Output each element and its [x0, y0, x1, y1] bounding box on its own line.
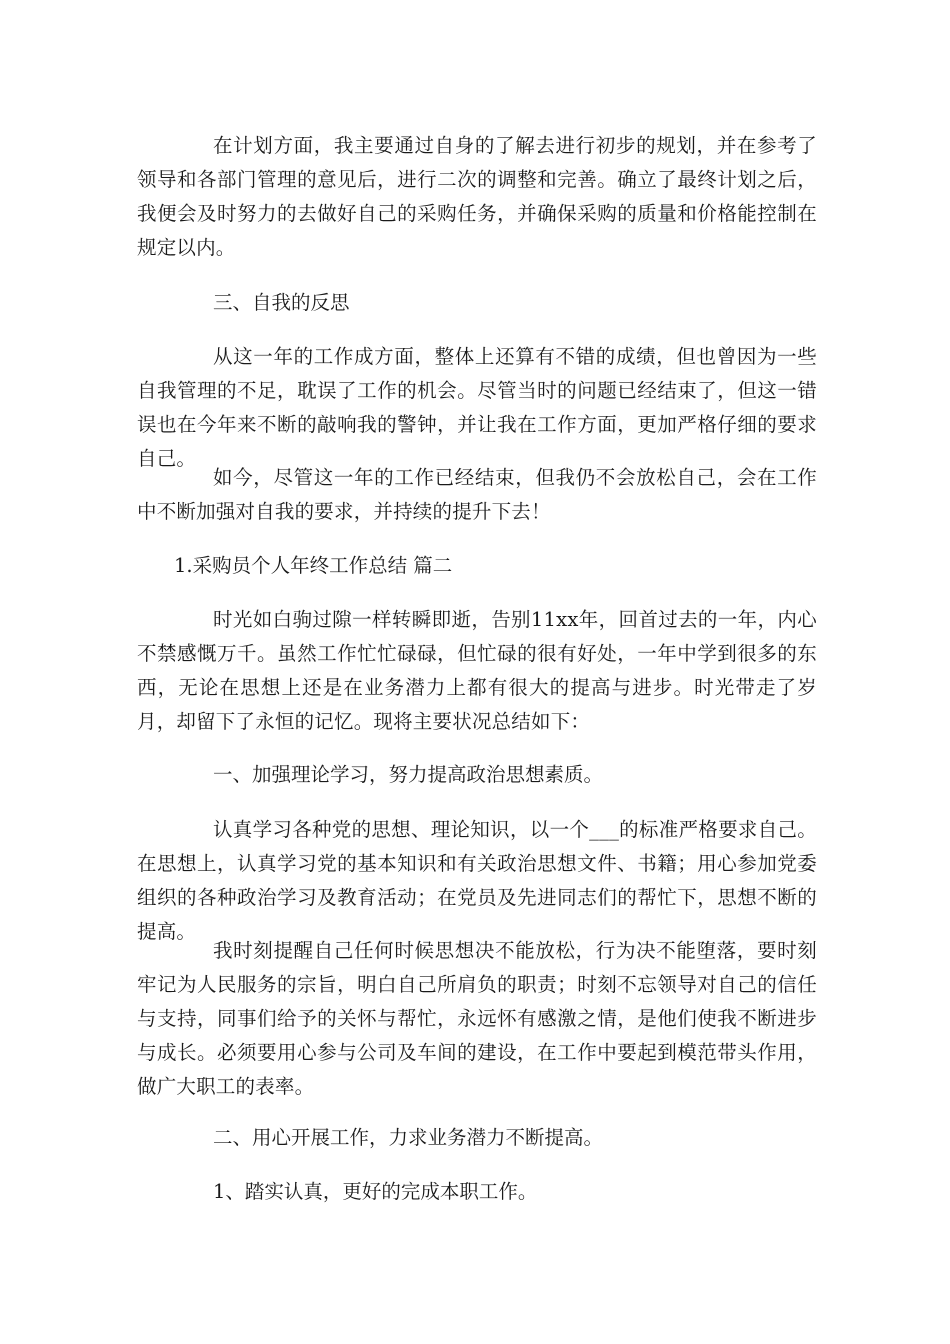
heading-self-reflection: 三、自我的反思: [213, 291, 350, 314]
paragraph-planning: 在计划方面，我主要通过自身的了解去进行初步的规划，并在参考了领导和各部门管理的意见后，进行二次的调整和完善。确立了最终计划之后，我便会及时努力的去做好自己的采购任务，并确保采购的质量和价格能控制在规定以内。: [137, 134, 817, 259]
heading-duty-completion: 1、踏实认真，更好的完成本职工作。: [213, 1180, 538, 1203]
paragraph-self-reminder: 我时刻提醒自己任何时候思想决不能放松，行为决不能堕落，要时刻牢记为人民服务的宗旨，明白自己所肩负的职责；时刻不忘领导对自己的信任与支持，同事们给予的关怀与帮忙，永远怀有感激之情，是他们使我不断进步与成长。必须要用心参与公司及车间的建设，在工作中要起到模范带头作用，做广大职工的表率。: [137, 939, 817, 1098]
paragraph-party-study: 认真学习各种党的思想、理论知识，以一个___的标准严格要求自己。在思想上，认真学习党的基本知识和有关政治思想文件、书籍；用心参加党委组织的各种政治学习及教育活动；在党员及先进同志们的帮忙下，思想不断的提高。: [137, 818, 817, 943]
paragraph-reflection: 从这一年的工作成方面，整体上还算有不错的成绩，但也曾因为一些自我管理的不足，耽误了工作的机会。尽管当时的问题已经结束了，但这一错误也在今年来不断的敲响我的警钟，并让我在工作方面，更加严格仔细的要求自己。: [137, 345, 817, 470]
heading-work-development: 二、用心开展工作，力求业务潜力不断提高。: [213, 1126, 604, 1149]
heading-part-two: 1.采购员个人年终工作总结 篇二: [174, 554, 453, 577]
paragraph-intro: 时光如白驹过隙一样转瞬即逝，告别11xx年，回首过去的一年，内心不禁感慨万千。虽然工作忙忙碌碌，但忙碌的很有好处，一年中学到很多的东西，无论在思想上还是在业务潜力上都有很大的提高与进步。时光带走了岁月，却留下了永恒的记忆。现将主要状况总结如下：: [137, 608, 817, 733]
paragraph-conclusion: 如今，尽管这一年的工作已经结束，但我仍不会放松自己，会在工作中不断加强对自我的要求，并持续的提升下去！: [137, 466, 817, 523]
heading-theory-study: 一、加强理论学习，努力提高政治思想素质。: [213, 763, 604, 786]
